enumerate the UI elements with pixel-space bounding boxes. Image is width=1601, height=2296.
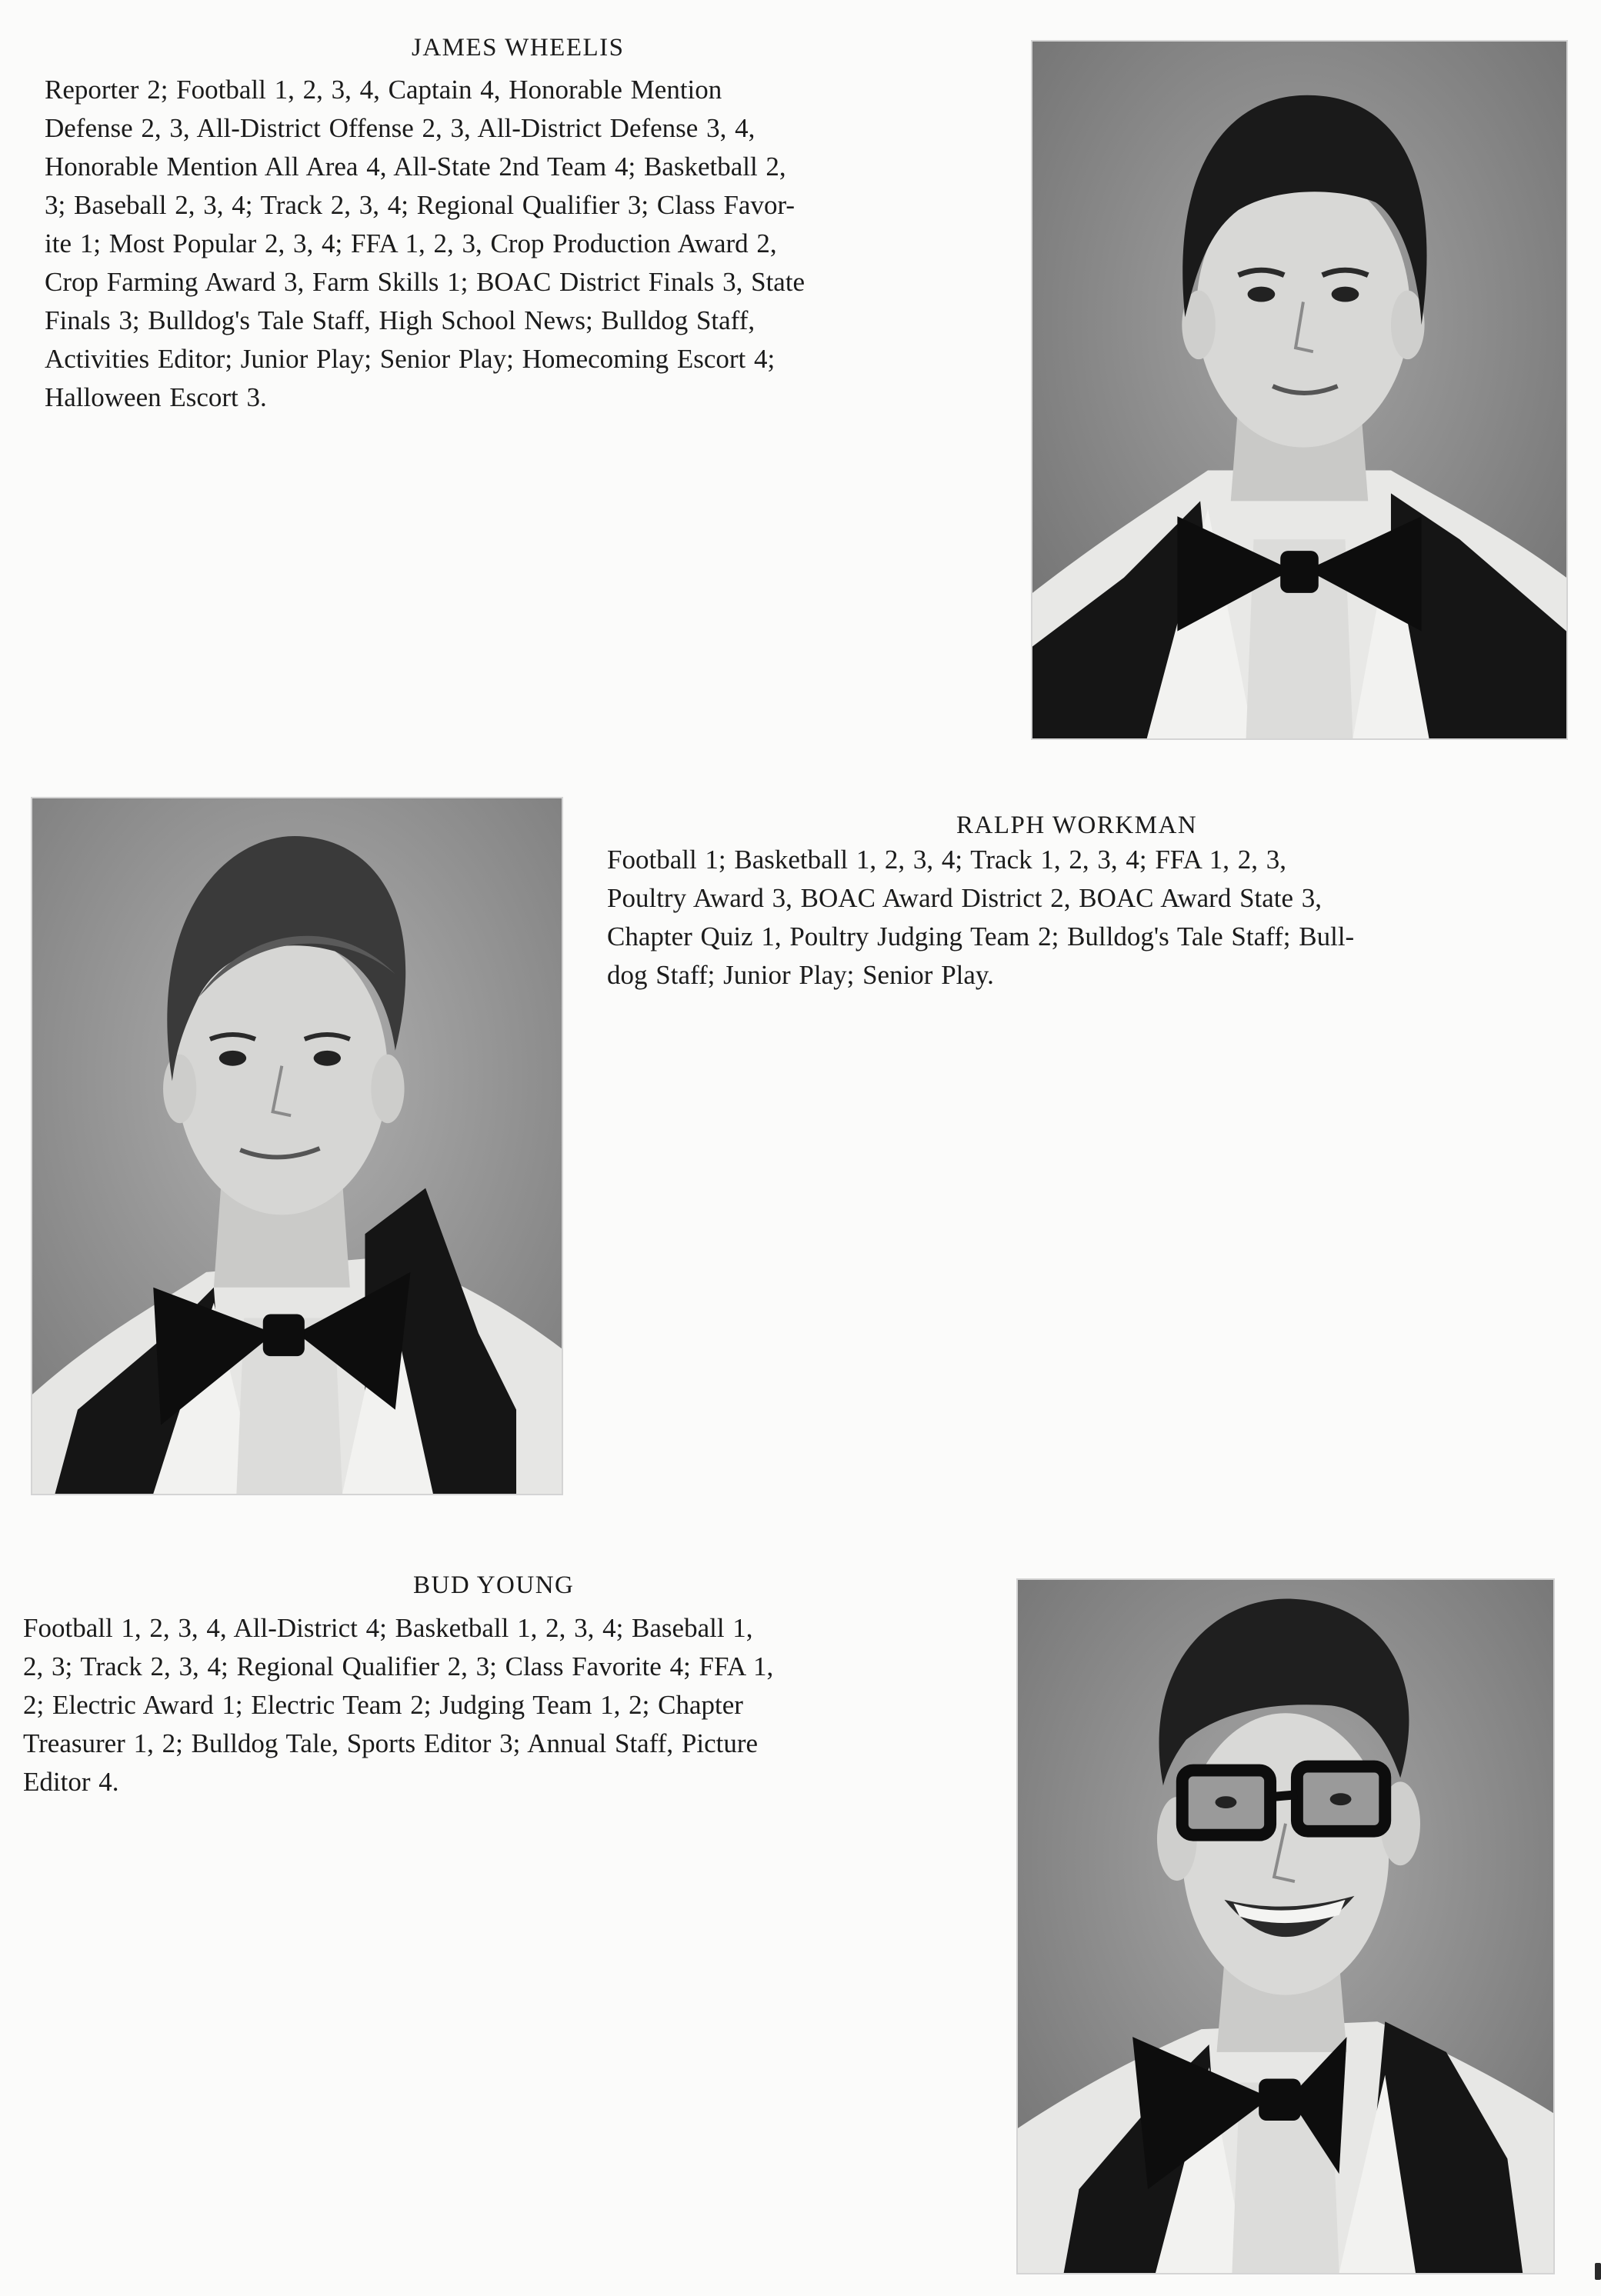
- bio-line: Treasurer 1, 2; Bulldog Tale, Sports Editor 3; Annual Staff, Picture: [23, 1728, 759, 1758]
- bio-line: 2; Electric Award 1; Electric Team 2; Judging Team 1, 2; Chapter: [23, 1690, 743, 1720]
- bio-line: Finals 3; Bulldog's Tale Staff, High School News; Bulldog Staff,: [45, 305, 755, 335]
- student-bio-james-wheelis: [45, 71, 805, 417]
- bio-line: Chapter Quiz 1, Poultry Judging Team 2; Bulldog's Tale Staff; Bull-: [607, 921, 1355, 951]
- bio-line: ite 1; Most Popular 2, 3, 4; FFA 1, 2, 3, Crop Production Award 2,: [45, 228, 777, 258]
- student-bio-bud-young: [23, 1609, 773, 1801]
- bio-line: Editor 4.: [23, 1767, 119, 1797]
- bio-line: Football 1, 2, 3, 4, All-District 4; Basketball 1, 2, 3, 4; Baseball 1,: [23, 1613, 753, 1643]
- bio-line: Football 1; Basketball 1, 2, 3, 4; Track 1, 2, 3, 4; FFA 1, 2, 3,: [607, 845, 1287, 875]
- student-name-james-wheelis: JAMES WHEELIS: [412, 34, 625, 62]
- portrait-photo-ralph-workman: [31, 797, 563, 1495]
- bio-line: 3; Baseball 2, 3, 4; Track 2, 3, 4; Regional Qualifier 3; Class Favor-: [45, 190, 795, 220]
- bio-line: Defense 2, 3, All-District Offense 2, 3, All-District Defense 3, 4,: [45, 113, 755, 143]
- student-name-ralph-workman: RALPH WORKMAN: [956, 811, 1198, 839]
- bio-line: dog Staff; Junior Play; Senior Play.: [607, 960, 994, 990]
- bio-line: Activities Editor; Junior Play; Senior Play; Homecoming Escort 4;: [45, 344, 775, 374]
- student-bio-ralph-workman: [607, 841, 1354, 995]
- bio-line: Crop Farming Award 3, Farm Skills 1; BOAC District Finals 3, State: [45, 267, 806, 297]
- student-name-bud-young: BUD YOUNG: [413, 1571, 575, 1599]
- bio-line: Reporter 2; Football 1, 2, 3, 4, Captain 4, Honorable Mention: [45, 75, 722, 105]
- bio-line: Honorable Mention All Area 4, All-State 2nd Team 4; Basketball 2,: [45, 152, 786, 182]
- bio-line: Poultry Award 3, BOAC Award District 2, BOAC Award State 3,: [607, 883, 1322, 913]
- bio-line: Halloween Escort 3.: [45, 382, 267, 412]
- page-number-fragment: [1595, 2263, 1601, 2280]
- portrait-photo-bud-young: [1016, 1578, 1555, 2274]
- bio-line: 2, 3; Track 2, 3, 4; Regional Qualifier 2, 3; Class Favorite 4; FFA 1,: [23, 1651, 774, 1681]
- portrait-photo-james-wheelis: [1031, 40, 1568, 740]
